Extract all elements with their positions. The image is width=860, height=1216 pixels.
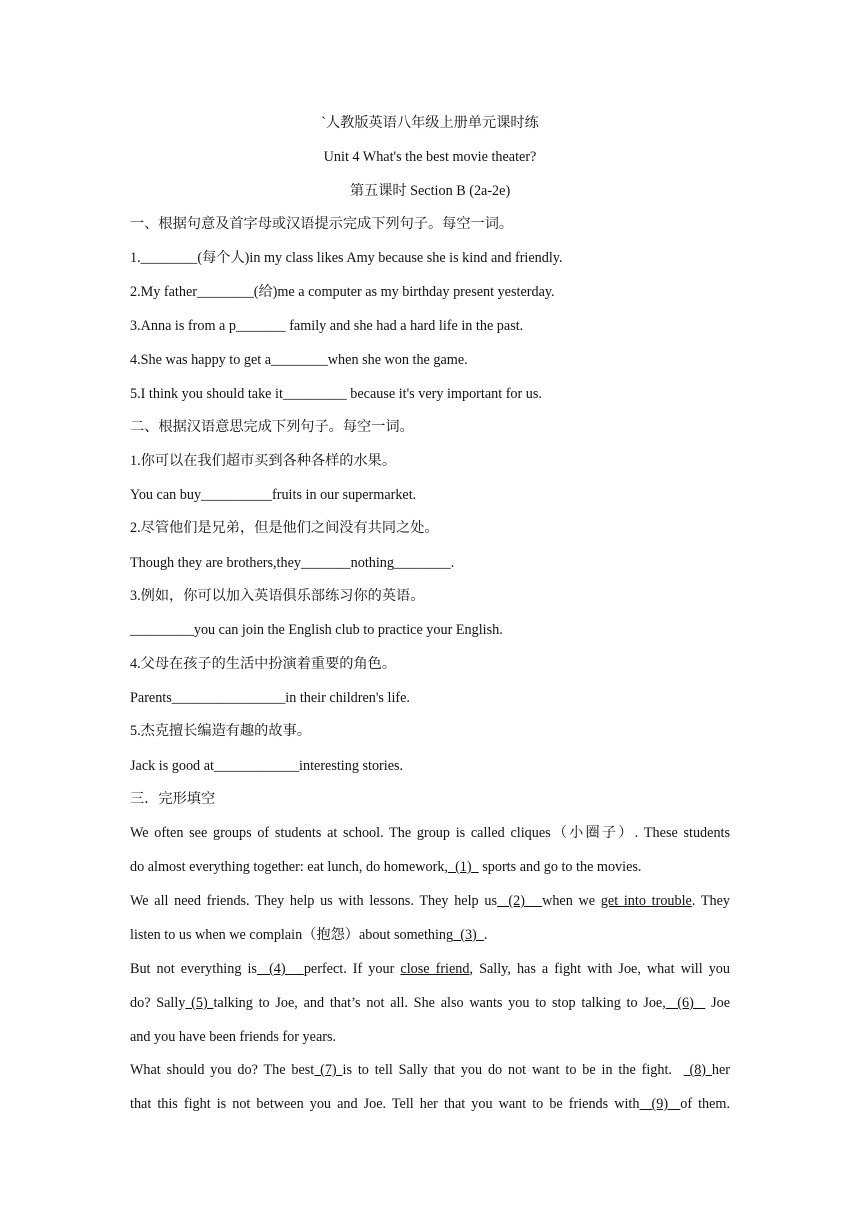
cloze-blank-7: (7)	[314, 1062, 343, 1078]
cloze-text: of them.	[680, 1096, 731, 1112]
underlined-phrase: close friend	[400, 961, 470, 977]
translation-blank: Though they are brothers,they_______nothing________.	[130, 555, 455, 571]
cloze-text: that this fight is not between you and Joe. Tell her that you want to be friends with	[130, 1096, 640, 1112]
cloze-blank-5: (5)	[185, 995, 214, 1011]
chinese-prompt: 2.尽管他们是兄弟，但是他们之间没有共同之处。	[130, 520, 439, 536]
cloze-blank-9: (9)	[639, 1096, 681, 1112]
cloze-text: do? Sally	[130, 995, 186, 1011]
section-1-heading: 一、根据句意及首字母或汉语提示完成下列句子。每空一词。	[130, 216, 514, 232]
cloze-line: and you have been friends for years.	[130, 1029, 337, 1045]
lesson-title: 第五课时 Section B (2a-2e)	[349, 183, 511, 199]
cloze-text: perfect. If your	[303, 961, 401, 977]
exercise-item: 1.________(每个人)in my class likes Amy because she is kind and friendly.	[130, 250, 563, 266]
section-3-heading: 三．完形填空	[130, 791, 216, 807]
cloze-text: We all need friends. They help us with lessons. They help us	[130, 893, 497, 909]
cloze-line	[130, 993, 730, 1013]
cloze-text: Joe	[705, 995, 730, 1011]
cloze-blank-2: (2)	[496, 893, 543, 909]
cloze-line: We often see groups of students at school. The group is called cliques（小圈子）. These students	[130, 825, 730, 841]
cloze-blank-1: (1)	[447, 859, 479, 875]
cloze-text: is to tell Sally that you do not want to be in the fight.	[342, 1062, 684, 1078]
cloze-line	[130, 1094, 730, 1114]
cloze-text: listen to us when we complain（抱怨）about something	[130, 927, 454, 943]
cloze-text: .	[483, 927, 488, 943]
translation-blank: Parents________________in their children's life.	[130, 690, 410, 706]
translation-blank: _________you can join the English club to practice your English.	[130, 622, 503, 638]
cloze-line	[130, 959, 730, 979]
chinese-prompt: 4.父母在孩子的生活中扮演着重要的角色。	[130, 656, 397, 672]
cloze-text: do almost everything together: eat lunch, do homework,	[130, 859, 448, 875]
document-title: `人教版英语八年级上册单元课时练	[321, 115, 539, 131]
translation-blank: You can buy__________fruits in our supermarket.	[130, 487, 417, 503]
translation-blank: Jack is good at____________interesting stories.	[130, 758, 404, 774]
cloze-line	[130, 891, 730, 911]
cloze-text: , Sally, has a fight with Joe, what will you	[469, 961, 730, 977]
cloze-blank-3: (3)	[453, 927, 484, 943]
cloze-text: What should you do? The best	[130, 1062, 315, 1078]
cloze-blank-8: (8)	[683, 1062, 712, 1078]
unit-title: Unit 4 What's the best movie theater?	[323, 149, 537, 165]
exercise-item: 5.I think you should take it_________ because it's very important for us.	[130, 386, 542, 402]
cloze-line	[130, 925, 730, 945]
chinese-prompt: 1.你可以在我们超市买到各种各样的水果。	[130, 453, 397, 469]
cloze-text: when we	[542, 893, 601, 909]
cloze-line	[130, 857, 730, 877]
cloze-text: sports and go to the movies.	[478, 859, 642, 875]
chinese-prompt: 5.杰克擅长编造有趣的故事。	[130, 723, 311, 739]
exercise-item: 3.Anna is from a p_______ family and she had a hard life in the past.	[130, 318, 524, 334]
chinese-prompt: 3.例如，你可以加入英语俱乐部练习你的英语。	[130, 588, 425, 604]
section-2-heading: 二、根据汉语意思完成下列句子。每空一词。	[130, 419, 414, 435]
underlined-phrase: get into trouble	[600, 893, 692, 909]
exercise-item: 2.My father________(给)me a computer as my birthday present yesterday.	[130, 284, 555, 300]
cloze-text: her	[711, 1062, 731, 1078]
cloze-text: talking to Joe, and that’s not all. She also wants you to stop talking to Joe,	[213, 995, 666, 1011]
cloze-line	[130, 1060, 730, 1080]
cloze-text: . They	[691, 893, 731, 909]
cloze-blank-4: (4)	[256, 961, 304, 977]
cloze-blank-6: (6)	[665, 995, 706, 1011]
cloze-text: But not everything is	[130, 961, 257, 977]
exercise-item: 4.She was happy to get a________when she won the game.	[130, 352, 468, 368]
